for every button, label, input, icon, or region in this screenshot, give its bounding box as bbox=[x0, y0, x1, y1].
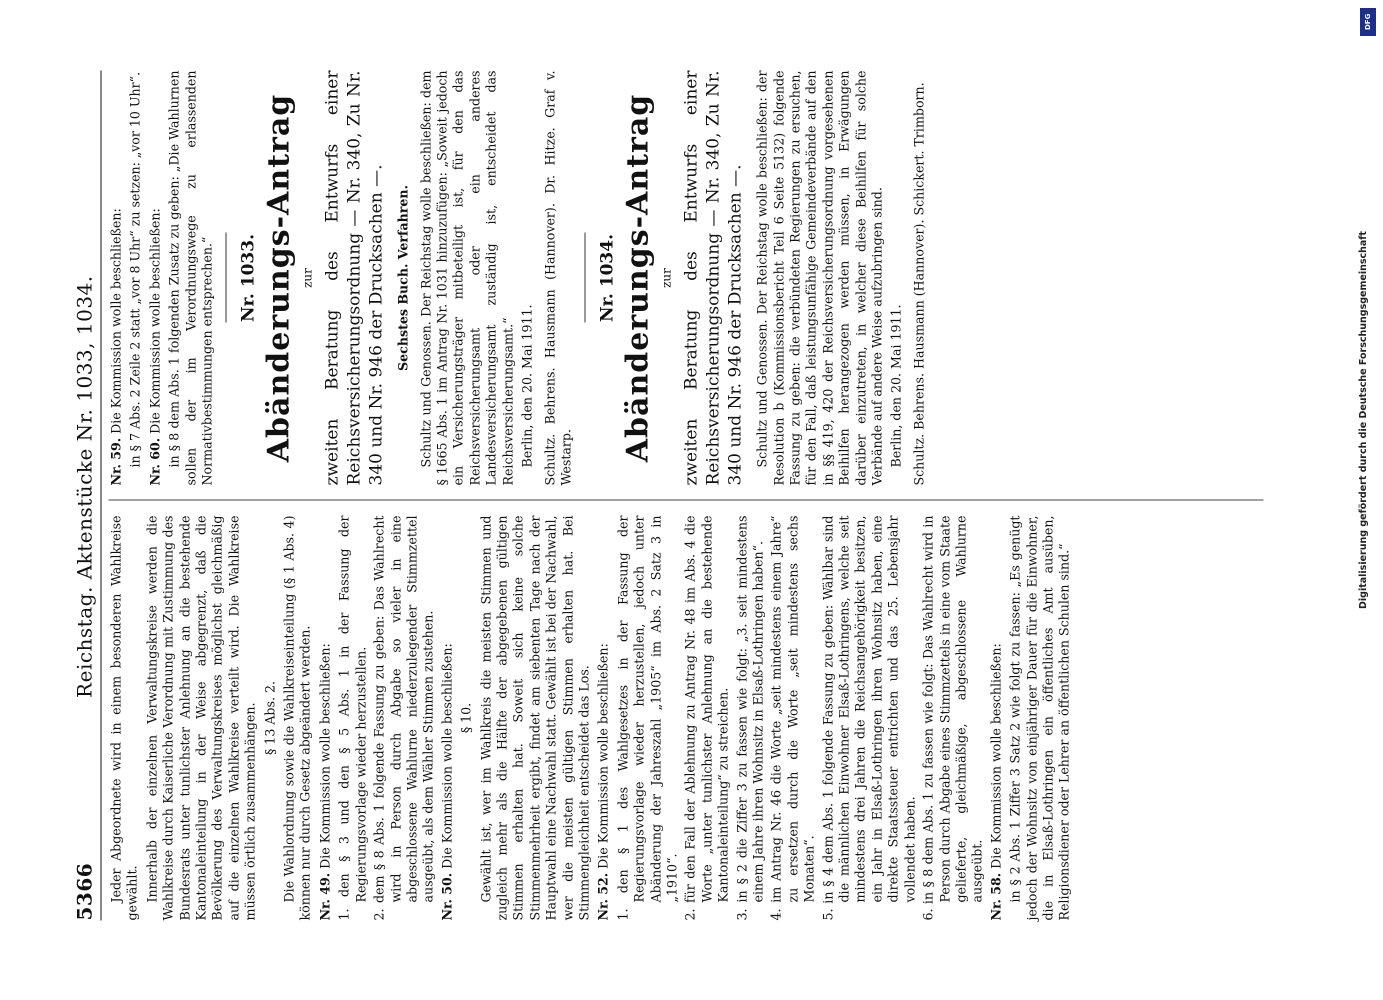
motion-heading bbox=[988, 515, 1004, 920]
motion-heading bbox=[147, 70, 163, 485]
motion-number: Nr. 58. bbox=[987, 872, 1003, 920]
section-ref: § 13 Abs. 2. bbox=[261, 680, 277, 755]
motion-heading bbox=[317, 515, 333, 920]
title-connector: zur bbox=[299, 267, 314, 288]
list-item: 2. dem § 8 Abs. 1 folgende Fassung zu geben: Das Wahlrecht wird in Person durch Abgabe so vieler in eine abgeschlossene Wahlurne niederzulegender Stimmzettel ausgeübt, als dem Wähler Stimmen zustehen. bbox=[371, 515, 436, 920]
paragraph: Innerhalb der einzelnen Verwaltungskreise werden die Wahlkreise durch Kaiserliche Verordnung mit Zustimmung des Bundesrats unter tunlichster Anlehnung an die bestehende Kantonaleinteilung in der Weise abgegrenzt, daß die Bevölkerung des Verwaltungskreises möglichst gleichmäßig auf die einzelnen Wahlkreise verteilt wird. Die Wahlkreise müssen örtlich zusammenhängen. bbox=[143, 515, 258, 920]
motion-number: Nr. 49. bbox=[316, 872, 332, 920]
motion-heading bbox=[108, 70, 124, 485]
document-subtitle: zweiten Beratung des Entwurfs einer Reichsversicherungsordnung — Nr. 340, Zu Nr. 340 und Nr. 946 der Drucksachen —. bbox=[322, 70, 387, 485]
divider bbox=[584, 233, 585, 323]
list-item: 3. in § 2 die Ziffer 3 zu fassen wie folgt: „3. seit mindestens einem Jahre ihren Wohnsitz in Elsaß-Lothringen haben“. bbox=[733, 515, 766, 920]
paragraph: in § 2 Abs. 1 Ziffer 3 Satz 2 wie folgt zu fassen: „Es genügt jedoch der Wohnsitz von einjähriger Dauer für die Einwohner, die in Elsaß-Lothringen ein öffentliches Amt ausüben, Religionsdiener oder Lehrer an öffentlichen Schulen sind.“ bbox=[1007, 515, 1072, 920]
motion-number: Nr. 60. bbox=[146, 437, 162, 485]
page-header bbox=[60, 70, 101, 920]
date-line: Berlin, den 20. Mai 1911. bbox=[519, 303, 535, 467]
list-item: 5. in § 4 dem Abs. 1 folgende Fassung zu geben: Wählbar sind die männlichen Einwohner Elsaß-Lothringens, welche seit mindestens drei Jahren die Reichsangehörigkeit besitzen, ein Jahr in Elsaß-Lothringen ihren Wohnsitz haben, eine direkte Staatssteuer entrichten und das 25. Lebensjahr vollendet haben. bbox=[819, 515, 917, 920]
motion-text: Die Kommission wolle beschließen: bbox=[987, 642, 1003, 869]
motion-text: Die Kommission wolle beschließen: bbox=[595, 642, 611, 869]
section-ref: § 10. bbox=[458, 702, 474, 733]
list-item: 1. den § 3 und den § 5 Abs. 1 in der Fassung der Regierungsvorlage wieder herzustellen. bbox=[336, 515, 368, 920]
paragraph: Schultz und Genossen. Der Reichstag wolle beschließen: der Resolution b (Kommissionsbericht Teil 6 Seite 5132) folgende Fassung zu geben: die verbündeten Regierungen zu ersuchen, für den Fall, daß leistungsunfähige Gemeindeverbände auf den in §§ 419, 420 der Reichsversicherungsordnung vorgesehenen Beihilfen herangezogen werden müssen, in Erwägungen darüber einzutreten, in welcher diese Beihilfen für solche Verbände auf andere Weise aufzubringen sind. bbox=[754, 70, 884, 485]
list-item: 2. für den Fall der Ablehnung zu Antrag Nr. 48 im Abs. 4 die Worte „unter tunlichster Anlehnung an die bestehende Kantonaleinteilung“ zu streichen. bbox=[682, 515, 731, 920]
dfg-logo: DFG bbox=[1360, 8, 1376, 36]
paragraph: Schultz und Genossen. Der Reichstag wolle beschließen: dem § 1665 Abs. 1 im Antrag Nr. 1031 hinzuzufügen: „Soweit jedoch ein Versicherungsträger mitbeteiligt ist, für den das Reichsversicherungsamt oder ein anderes Landesversicherungsamt zuständig ist, entscheidet das Reichsversicherungsamt.“ bbox=[417, 70, 515, 485]
paragraph: Jeder Abgeordnete wird in einem besonderen Wahlkreise gewählt. bbox=[108, 515, 140, 920]
document-title: Abänderungs-Antrag bbox=[260, 93, 296, 462]
motion-heading bbox=[439, 515, 455, 920]
date-line: Berlin, den 20. Mai 1911. bbox=[888, 303, 904, 467]
document-title: Abänderungs-Antrag bbox=[619, 93, 655, 462]
document-number: Nr. 1033. bbox=[238, 233, 259, 322]
motion-text: Die Kommission wolle beschließen: bbox=[108, 207, 123, 434]
paragraph: Gewählt ist, wer im Wahlkreis die meisten Stimmen und zugleich mehr als die Hälfte der abgegebenen gültigen Stimmen erhalten hat. Soweit sich keine solche Stimmenmehrheit ergibt, findet am siebenten Tage nach der Hauptwahl eine Nachwahl statt. Gewählt ist bei der Nachwahl, wer die meisten gültigen Stimmen erhalten hat. Bei Stimmengleichheit entscheidet das Los. bbox=[477, 515, 591, 920]
digitization-note: Digitalisierung gefördert durch die Deutsche Forschungsgemeinschaft bbox=[1358, 231, 1369, 609]
paragraph: in § 8 dem Abs. 1 folgenden Zusatz zu geben: „Die Wahlurnen sollen der im Verordnungswege zu erlassenden Normativbestimmungen entsprechen.“ bbox=[166, 70, 215, 485]
section-heading: Sechstes Buch. Verfahren. bbox=[395, 184, 411, 371]
running-title: Reichstag. Aktenstücke Nr. 1033, 1034. bbox=[72, 274, 96, 698]
paragraph: Die Wahlordnung sowie die Wahlkreiseinteilung (§ 1 Abs. 4) können nur durch Gesetz abgeändert werden. bbox=[281, 515, 313, 920]
signatures: Schultz. Behrens. Hausmann (Hannover). Dr. Hitze. Graf v. Westarp. bbox=[541, 70, 573, 485]
list-item: 1. den § 1 des Wahlgesetzes in der Fassung der Regierungsvorlage wieder herzustellen, jedoch unter Abänderung der Jahreszahl „1905“ im Abs. 2 Satz 3 in „1910“. bbox=[614, 515, 679, 920]
signatures: Schultz. Behrens. Hausmann (Hannover). Schickert. Trimborn. bbox=[910, 81, 926, 485]
right-column bbox=[108, 70, 1273, 485]
motion-text: Die Kommission wolle beschließen: bbox=[316, 642, 332, 869]
motion-heading bbox=[595, 515, 611, 920]
document-number: Nr. 1034. bbox=[597, 233, 618, 322]
divider bbox=[225, 233, 226, 323]
document-subtitle: zweiten Beratung des Entwurfs einer Reichsversicherungsordnung — Nr. 340, Zu Nr. 340 und Nr. 946 der Drucksachen —. bbox=[681, 70, 746, 485]
paragraph: in § 7 Abs. 2 Zeile 2 statt „vor 8 Uhr“ zu setzen: „vor 10 Uhr“. bbox=[127, 71, 143, 467]
motion-number: Nr. 59. bbox=[108, 437, 123, 485]
page-number: 5366 bbox=[72, 862, 96, 920]
motion-text: Die Kommission wolle beschließen: bbox=[146, 207, 162, 434]
left-column bbox=[108, 515, 1273, 920]
motion-number: Nr. 52. bbox=[595, 872, 611, 920]
title-connector: zur bbox=[658, 267, 673, 288]
list-item: 4. im Antrag Nr. 46 die Worte „seit mindestens einem Jahre“ zu ersetzen durch die Worte „seit mindestens sechs Monaten“. bbox=[768, 515, 817, 920]
list-item: 6. in § 8 dem Abs. 1 zu fassen wie folgt: Das Wahlrecht wird in Person durch Abgabe eines Stimmzettels in eine vom Staate gelieferte, gleichmäßige, abgeschlossene Wahlurne ausgeübt. bbox=[920, 515, 985, 920]
column-divider bbox=[108, 499, 1263, 500]
motion-text: Die Kommission wolle beschließen: bbox=[438, 642, 454, 869]
motion-number: Nr. 50. bbox=[438, 872, 454, 920]
